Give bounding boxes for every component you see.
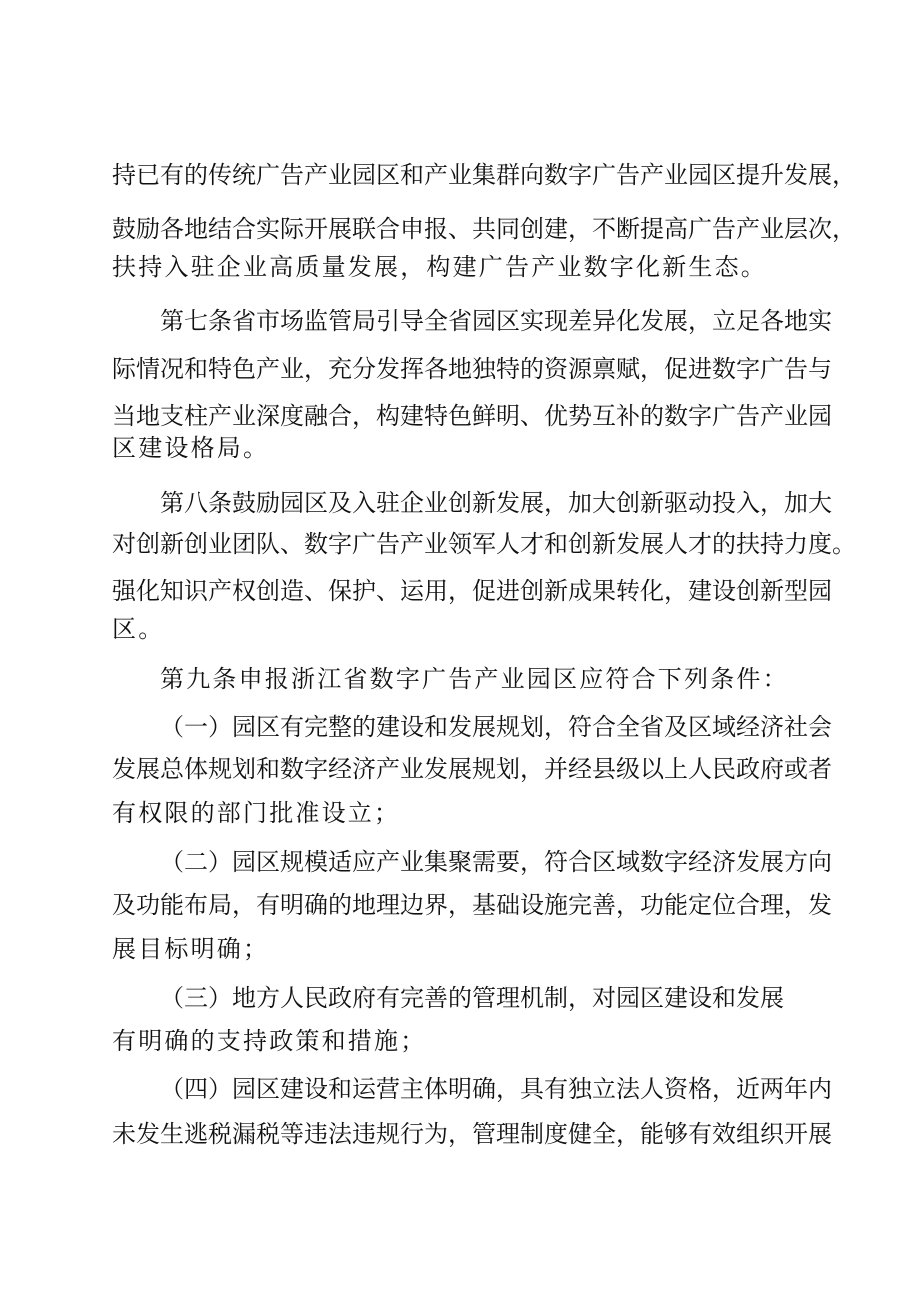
text-line: 强化知识产权创造、保护、运用，促进创新成果转化，建设创新型园 [112, 577, 832, 605]
text-line: 第九条申报浙江省数字广告产业园区应符合下列条件： [160, 665, 789, 693]
text-line: 及功能布局，有明确的地理边界，基础设施完善，功能定位合理，发 [112, 891, 832, 919]
text-line: （三）地方人民政府有完善的管理机制，对园区建设和发展 [160, 984, 784, 1012]
text-line: （四）园区建设和运营主体明确，具有独立法人资格，近两年内 [160, 1075, 832, 1103]
text-line: 扶持入驻企业高质量发展，构建广告产业数字化新生态。 [112, 253, 767, 281]
text-line: 鼓励各地结合实际开展联合申报、共同创建，不断提高广告产业层次， [112, 215, 856, 243]
text-line: 发展总体规划和数字经济产业发展规划，并经县级以上人民政府或者 [112, 755, 832, 783]
text-line: 持已有的传统广告产业园区和产业集群向数字广告产业园区提升发展， [112, 161, 856, 189]
text-line: 对创新创业团队、数字广告产业领军人才和创新发展人才的扶持力度。 [112, 530, 856, 558]
text-line: 际情况和特色产业，充分发挥各地独特的资源禀赋，促进数字广告与 [112, 355, 832, 383]
text-line: 第八条鼓励园区及入驻企业创新发展，加大创新驱动投入，加大 [160, 489, 832, 517]
text-line: 展目标明确； [112, 935, 270, 963]
text-line: 有权限的部门批准设立； [112, 799, 401, 827]
text-line: 区建设格局。 [112, 434, 270, 462]
text-line: （二）园区规模适应产业集聚需要，符合区域数字经济发展方向 [160, 848, 832, 876]
text-line: 区。 [112, 615, 165, 643]
text-line: 第七条省市场监管局引导全省园区实现差异化发展，立足各地实 [160, 307, 832, 335]
text-line: 有明确的支持政策和措施； [112, 1027, 427, 1055]
text-line: 未发生逃税漏税等违法违规行为，管理制度健全，能够有效组织开展 [112, 1120, 832, 1148]
text-line: （一）园区有完整的建设和发展规划，符合全省及区域经济社会 [160, 713, 832, 741]
text-line: 当地支柱产业深度融合，构建特色鲜明、优势互补的数字广告产业园 [112, 402, 832, 430]
